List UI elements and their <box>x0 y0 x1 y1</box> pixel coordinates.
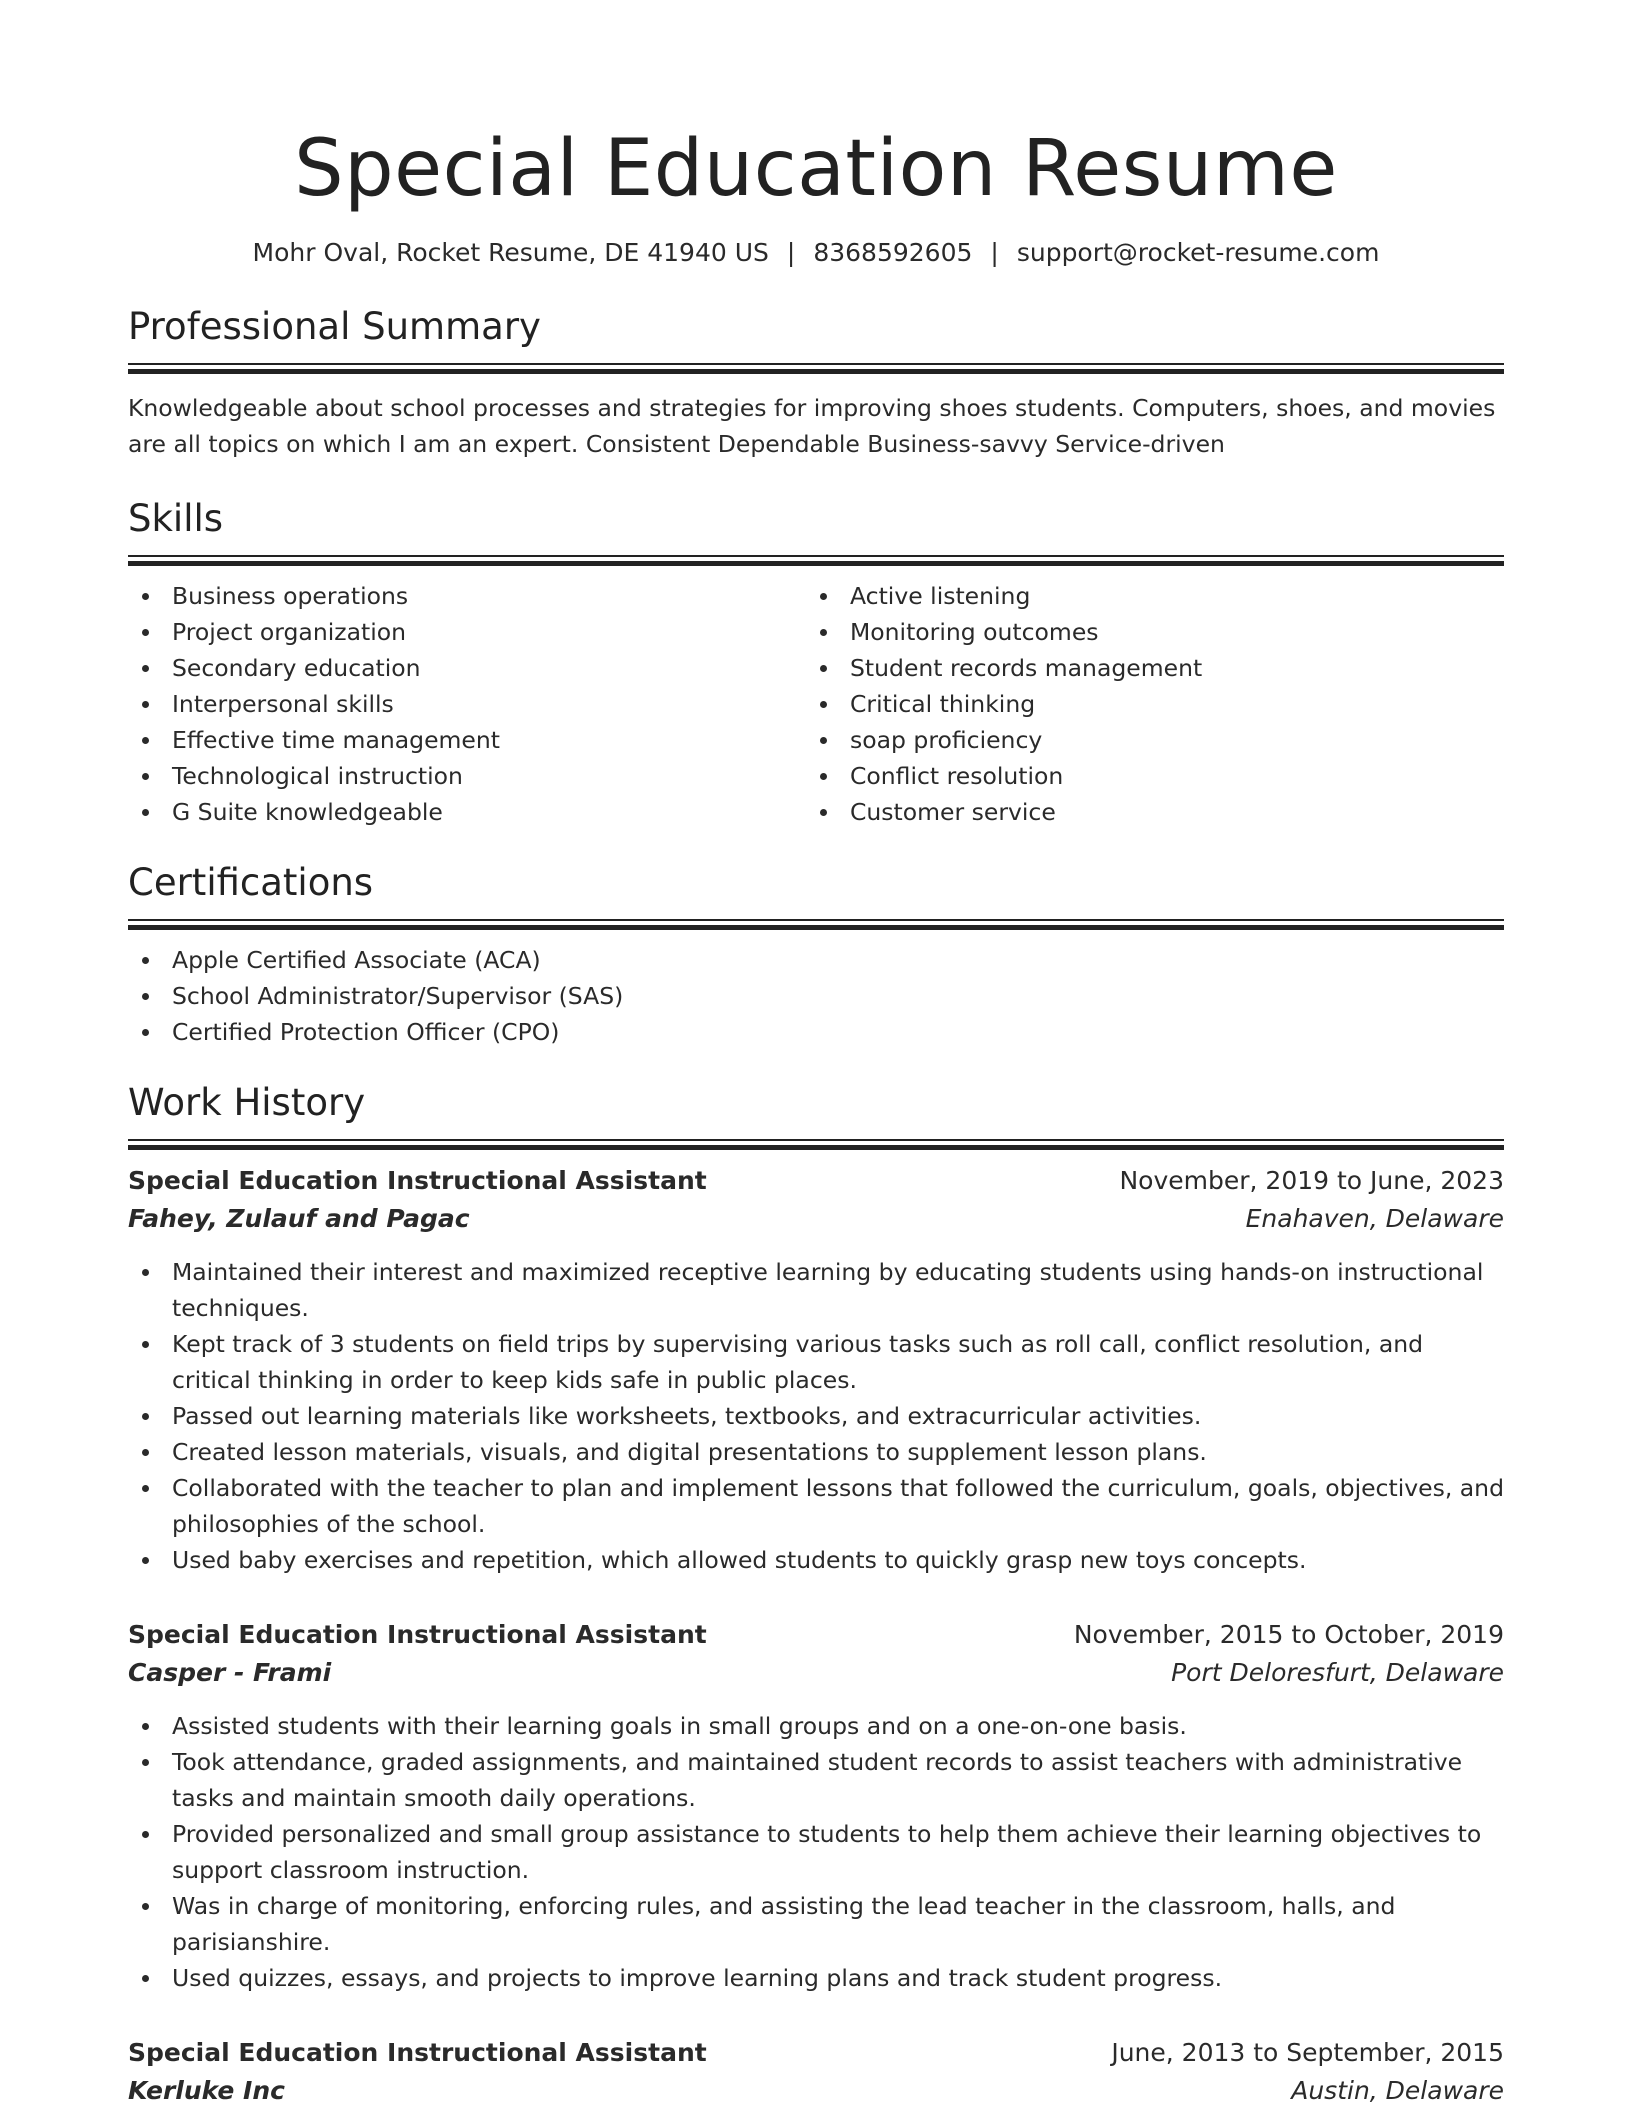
job-location: Port Deloresfurt, Delaware <box>1171 1658 1504 1687</box>
skill-item: Project organization <box>128 614 806 650</box>
job-entry <box>128 2034 1504 2110</box>
certification-item: School Administrator/Supervisor (SAS) <box>128 978 1504 1014</box>
job-entry <box>128 1162 1504 1578</box>
skill-item: Effective time management <box>128 722 806 758</box>
job-duty-item: Collaborated with the teacher to plan and implement lessons that followed the curriculum, goals, objectives, and philosophies of the school. <box>128 1470 1504 1542</box>
certification-item: Apple Certified Associate (ACA) <box>128 942 1504 978</box>
job-subheader <box>128 1654 1504 1692</box>
skill-item: Critical thinking <box>806 686 1484 722</box>
separator: | <box>786 238 796 267</box>
section-title-work-history: Work History <box>128 1081 366 1124</box>
job-location: Austin, Delaware <box>1291 2076 1504 2105</box>
skill-item: Secondary education <box>128 650 806 686</box>
skills-column-right <box>806 566 1484 830</box>
job-header <box>128 1616 1504 1654</box>
skills-list-right <box>806 578 1484 830</box>
skills-column-left <box>128 566 806 830</box>
job-duty-item: Used quizzes, essays, and projects to improve learning plans and track student progress. <box>128 1960 1504 1996</box>
skill-item: G Suite knowledgeable <box>128 794 806 830</box>
skill-item: Interpersonal skills <box>128 686 806 722</box>
job-duties-list <box>128 1254 1504 1578</box>
email-link[interactable]: support@rocket-resume.com <box>1016 238 1380 267</box>
resume-title: Special Education Resume <box>294 124 1338 214</box>
section-divider <box>128 919 1504 930</box>
job-company: Fahey, Zulauf and Pagac <box>128 1204 470 1233</box>
skills-section <box>128 496 1504 830</box>
phone: 8368592605 <box>813 238 973 267</box>
job-location: Enahaven, Delaware <box>1245 1204 1504 1233</box>
job-duty-item: Passed out learning materials like worksheets, textbooks, and extracurricular activities. <box>128 1398 1504 1434</box>
job-company: Kerluke Inc <box>128 2076 285 2105</box>
job-duty-item: Took attendance, graded assignments, and maintained student records to assist teachers with administrative tasks and maintain smooth daily operations. <box>128 1744 1504 1816</box>
job-duty-item: Used baby exercises and repetition, which allowed students to quickly grasp new toys concepts. <box>128 1542 1504 1578</box>
job-entry <box>128 1616 1504 1996</box>
jobs-list <box>128 1162 1504 2110</box>
separator: | <box>990 238 999 267</box>
job-header <box>128 1162 1504 1200</box>
skill-item: soap proficiency <box>806 722 1484 758</box>
job-title: Special Education Instructional Assistant <box>128 2038 707 2067</box>
resume-page <box>128 0 1504 2110</box>
job-duty-item: Maintained their interest and maximized receptive learning by educating students using hands-on instructional techniques. <box>128 1254 1504 1326</box>
skill-item: Technological instruction <box>128 758 806 794</box>
contact-line <box>128 236 1504 270</box>
certifications-section <box>128 860 1504 1050</box>
work-history-section <box>128 1080 1504 2110</box>
job-subheader <box>128 2072 1504 2110</box>
certifications-list <box>128 942 1504 1050</box>
address: Mohr Oval, Rocket Resume, DE 41940 US <box>252 238 769 267</box>
job-title: Special Education Instructional Assistant <box>128 1166 707 1195</box>
skills-columns <box>128 566 1504 830</box>
job-duty-item: Kept track of 3 students on field trips by supervising various tasks such as roll call, conflict resolution, and critical thinking in order to keep kids safe in public places. <box>128 1326 1504 1398</box>
job-dates: November, 2015 to October, 2019 <box>1073 1620 1504 1649</box>
section-title-certifications: Certifications <box>128 861 374 904</box>
skill-item: Customer service <box>806 794 1484 830</box>
job-duty-item: Created lesson materials, visuals, and digital presentations to supplement lesson plans. <box>128 1434 1504 1470</box>
skill-item: Business operations <box>128 578 806 614</box>
job-subheader <box>128 1200 1504 1238</box>
skill-item: Conflict resolution <box>806 758 1484 794</box>
section-divider <box>128 363 1504 374</box>
skill-item: Monitoring outcomes <box>806 614 1484 650</box>
section-title-skills: Skills <box>128 497 224 540</box>
certification-item: Certified Protection Officer (CPO) <box>128 1014 1504 1050</box>
section-divider <box>128 555 1504 566</box>
section-title-summary: Professional Summary <box>128 305 541 348</box>
job-company: Casper - Frami <box>128 1658 332 1687</box>
job-dates: November, 2019 to June, 2023 <box>1119 1166 1504 1195</box>
skill-item: Student records management <box>806 650 1484 686</box>
job-duty-item: Provided personalized and small group assistance to students to help them achieve their learning objectives to support classroom instruction. <box>128 1816 1504 1888</box>
job-dates: June, 2013 to September, 2015 <box>1111 2038 1504 2067</box>
summary-section <box>128 304 1504 462</box>
job-duty-item: Assisted students with their learning goals in small groups and on a one-on-one basis. <box>128 1708 1504 1744</box>
skill-item: Active listening <box>806 578 1484 614</box>
skills-list-left <box>128 578 806 830</box>
section-divider <box>128 1139 1504 1150</box>
summary-text: Knowledgeable about school processes and strategies for improving shoes students. Computers, shoes, and movies are all topics on which I am an expert. Consistent Dependable Business-savvy Service-driven <box>128 394 1496 458</box>
job-title: Special Education Instructional Assistant <box>128 1620 707 1649</box>
job-duty-item: Was in charge of monitoring, enforcing rules, and assisting the lead teacher in the classroom, halls, and parisianshire. <box>128 1888 1504 1960</box>
job-header <box>128 2034 1504 2072</box>
job-duties-list <box>128 1708 1504 1996</box>
